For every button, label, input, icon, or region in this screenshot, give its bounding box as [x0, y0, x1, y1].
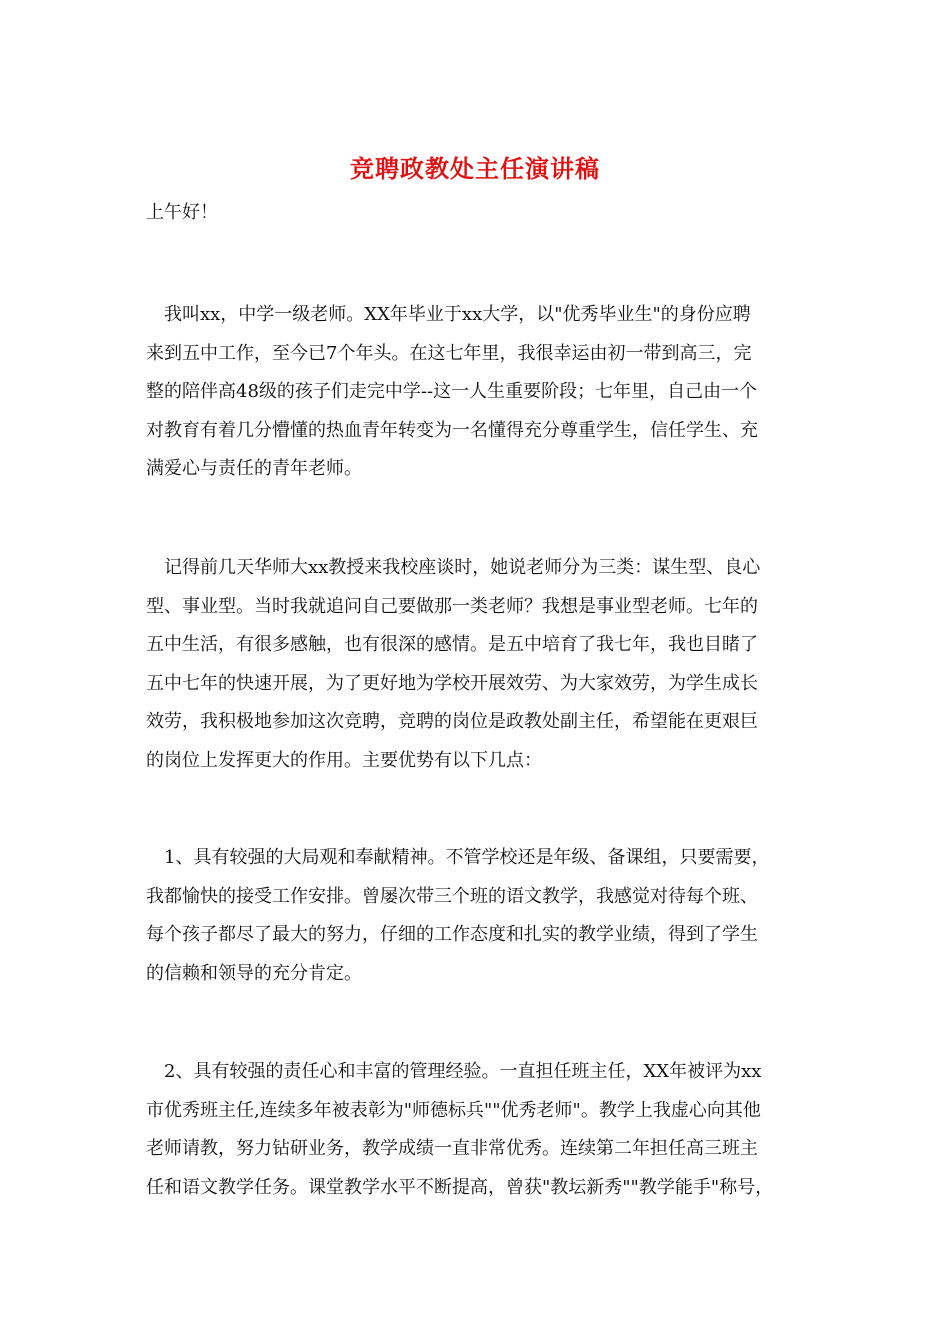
- paragraph-line: 我叫xx，中学一级老师。XX年毕业于xx大学，以"优秀毕业生"的身份应聘: [146, 304, 751, 325]
- greeting-text: 上午好！: [146, 202, 218, 223]
- paragraph-line: 来到五中工作，至今已7个年头。在这七年里，我很幸运由初一带到高三，完: [146, 342, 752, 364]
- paragraph-line: 五中生活，有很多感触，也有很深的感情。是五中培育了我七年，我也目睹了: [146, 634, 758, 655]
- paragraph-line: 每个孩子都尽了最大的努力，仔细的工作态度和扎实的教学业绩，得到了学生: [146, 924, 758, 945]
- paragraph-line: 老师请教，努力钻研业务，教学成绩一直非常优秀。连续第二年担任高三班主: [146, 1138, 758, 1159]
- paragraph-line: 任和语文教学任务。课堂教学水平不断提高，曾获"教坛新秀""教学能手"称号，: [146, 1176, 774, 1198]
- paragraph-line: 2、具有较强的责任心和丰富的管理经验。一直担任班主任，XX年被评为xx: [146, 1061, 762, 1082]
- paragraph-intro: [146, 296, 806, 489]
- document-title: 竞聘政教处主任演讲稿: [350, 154, 600, 183]
- paragraph-line: 效劳，我积极地参加这次竞聘，竞聘的岗位是政教处副主任，希望能在更艰巨: [146, 711, 758, 732]
- paragraph-strength-2: [146, 1053, 806, 1207]
- paragraph-line: 我都愉快的接受工作安排。曾屡次带三个班的语文教学，我感觉对待每个班、: [146, 885, 758, 907]
- paragraph-line: 市优秀班主任,连续多年被表彰为"师德标兵""优秀老师"。教学上我虚心向其他: [146, 1099, 761, 1121]
- paragraph-line: 满爱心与责任的青年老师。: [146, 458, 362, 479]
- paragraph-line: 型、事业型。当时我就追问自己要做那一类老师？我想是事业型老师。七年的: [146, 595, 758, 617]
- paragraph-line: 的岗位上发挥更大的作用。主要优势有以下几点：: [146, 749, 542, 771]
- paragraph-line: 1、具有较强的大局观和奉献精神。不管学校还是年级、备课组，只要需要，: [146, 847, 770, 868]
- paragraph-strength-1: [146, 839, 806, 993]
- paragraph-motivation: [146, 549, 806, 780]
- paragraph-line: 整的陪伴高48级的孩子们走完中学--这一人生重要阶段；七年里，自己由一个: [146, 381, 758, 402]
- paragraph-line: 五中七年的快速开展，为了更好地为学校开展效劳、为大家效劳，为学生成长: [146, 672, 758, 694]
- paragraph-line: 的信赖和领导的充分肯定。: [146, 962, 362, 984]
- paragraph-line: 记得前几天华师大xx教授来我校座谈时，她说老师分为三类：谋生型、良心: [146, 557, 761, 578]
- paragraph-line: 对教育有着几分懵懂的热血青年转变为一名懂得充分尊重学生，信任学生、充: [146, 419, 758, 441]
